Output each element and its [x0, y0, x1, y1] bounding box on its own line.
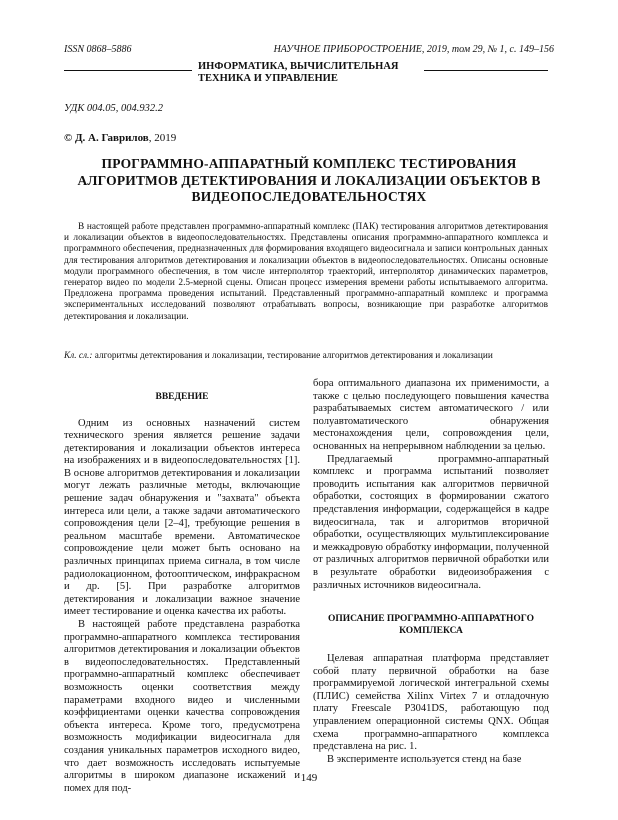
heading-introduction: ВВЕДЕНИЕ: [155, 392, 209, 402]
journal-citation: НАУЧНОЕ ПРИБОРОСТРОЕНИЕ, 2019, том 29, № 1, с. 149–156: [273, 44, 554, 55]
page-number: 149: [300, 772, 318, 784]
keywords-label: Кл. сл.:: [64, 351, 93, 361]
abstract: В настоящей работе представлен программно-аппаратный комплекс (ПАК) тестирования алгоритмов детектирования и локализации объектов в видеопоследовательностях. Представлены описания программно-аппаратного комплекса и программного обеспечения, предназначенных для формирования входящего видеосигнала и записи контрольных данных для тестирования алгоритмов детектирования и локализации объектов в видеопоследовательностях. Описаны основные модули программного обеспечения, в том числе интерполятор траекторий, интерполятор динамических параметров, генератор видео по модели 2.5-мерной сцены. Описан процесс измерения времени работы испытываемого алгоритма. Предложена программа проведения испытаний. Представленный программно-аппаратный комплекс и программа экспериментальных исследований позволяют отрабатывать вопросы, возникающие при разработке алгоритмов детектирования и локализации.: [64, 222, 548, 322]
paragraph: бора оптимального диапазона их применимости, а также с целью последующего повышения качества разрабатываемых систем автоматического / или полуавтоматического обнаружения местонахождения цели, сопровождения цели, основанных на непрерывном наблюдении за целью.: [313, 378, 549, 452]
paragraph: В эксперименте используется стенд на базе: [327, 753, 522, 765]
keywords: [64, 351, 548, 362]
right-column: [313, 378, 549, 766]
paragraph: Одним из основных назначений систем технического зрения является решение задачи детектирования и локализации объектов интереса на изображениях и в видеопоследовательностях [1]. В основе алгоритмов детектирования и локализации могут лежать различные методы, включающие решение задач обнаружения и "захвата" объекта интереса или цели, а также задачи автоматического сопровождения цели [2–4], требующие решения в реальном масштабе времени. Автоматическое сопровождение цели может быть основано на различных принципах приема сигнала, в том числе радиолокационном, фотооптическом, инфракрасном и др. [5]. При разработке алгоритмов детектирования и локализации важное значение имеет тестирование и оценка качества их работы.: [64, 417, 300, 618]
article-title: ПРОГРАММНО-АППАРАТНЫЙ КОМПЛЕКС ТЕСТИРОВАНИЯ АЛГОРИТМОВ ДЕТЕКТИРОВАНИЯ И ЛОКАЛИЗАЦИИ ОБЪЕКТОВ В ВИДЕОПОСЛЕДОВАТЕЛЬНОСТЯХ: [77, 156, 541, 204]
author-name: Д. А. Гаврилов: [74, 132, 149, 144]
paragraph: В настоящей работе представлена разработка программно-аппаратного комплекса тестирования алгоритмов детектирования и локализации объектов в видеопоследовательностях. Представленный программно-аппаратный комплекс обеспечивает возможность оценки соответствия между параметрами входного видео и численными коэффициентами оценки качества сопровождения объекта интереса. Кроме того, предусмотрена возможность модификации видеосигнала для создания уникальных параметров исходного видео, что дает возможность исследовать испытуемые алгоритмы в широком диапазоне искажений и помех для под-: [64, 619, 300, 794]
section-rule-right: [424, 70, 548, 71]
issn: ISSN 0868–5886: [64, 44, 132, 55]
copyright-symbol: ©: [64, 132, 73, 144]
section-title: ИНФОРМАТИКА, ВЫЧИСЛИТЕЛЬНАЯ ТЕХНИКА И УПРАВЛЕНИЕ: [198, 61, 399, 84]
left-column: [64, 378, 300, 795]
paragraph: Целевая аппаратная платформа представляет собой плату первичной обработки на базе программируемой логической интегральной схемы (ПЛИС) семейства Xilinx Virtex 7 и отладочную плату Freescale P3041DS, работающую под управлением операционной системы QNX. Общая схема программно-аппаратного комплекса представлена на рис. 1.: [313, 653, 549, 753]
keywords-text: алгоритмы детектирования и локализации, тестирование алгоритмов детектирования и локализации: [92, 351, 493, 361]
paragraph: Предлагаемый программно-аппаратный комплекс и программа испытаний позволяет проводить испытания как алгоритмов первичной обработки, состоящих в формировании сжатого представления информации, содержащейся в кадре видеосигнала, так и алгоритмов вторичной обработки, осуществляющих мультиплексирование и межкадровую обработку информации, полученной от различных алгоритмов первичной обработки или в результате обработки видеоизображения с различных источников видеосигнала.: [313, 453, 549, 591]
heading-description: ОПИСАНИЕ ПРОГРАММНО-АППАРАТНОГО КОМПЛЕКСА: [328, 614, 534, 636]
section-rule-left: [64, 70, 192, 71]
author-line: [64, 132, 176, 144]
running-header: [64, 44, 554, 58]
udk: УДК 004.05, 004.932.2: [64, 103, 164, 114]
author-year: , 2019: [148, 132, 177, 144]
